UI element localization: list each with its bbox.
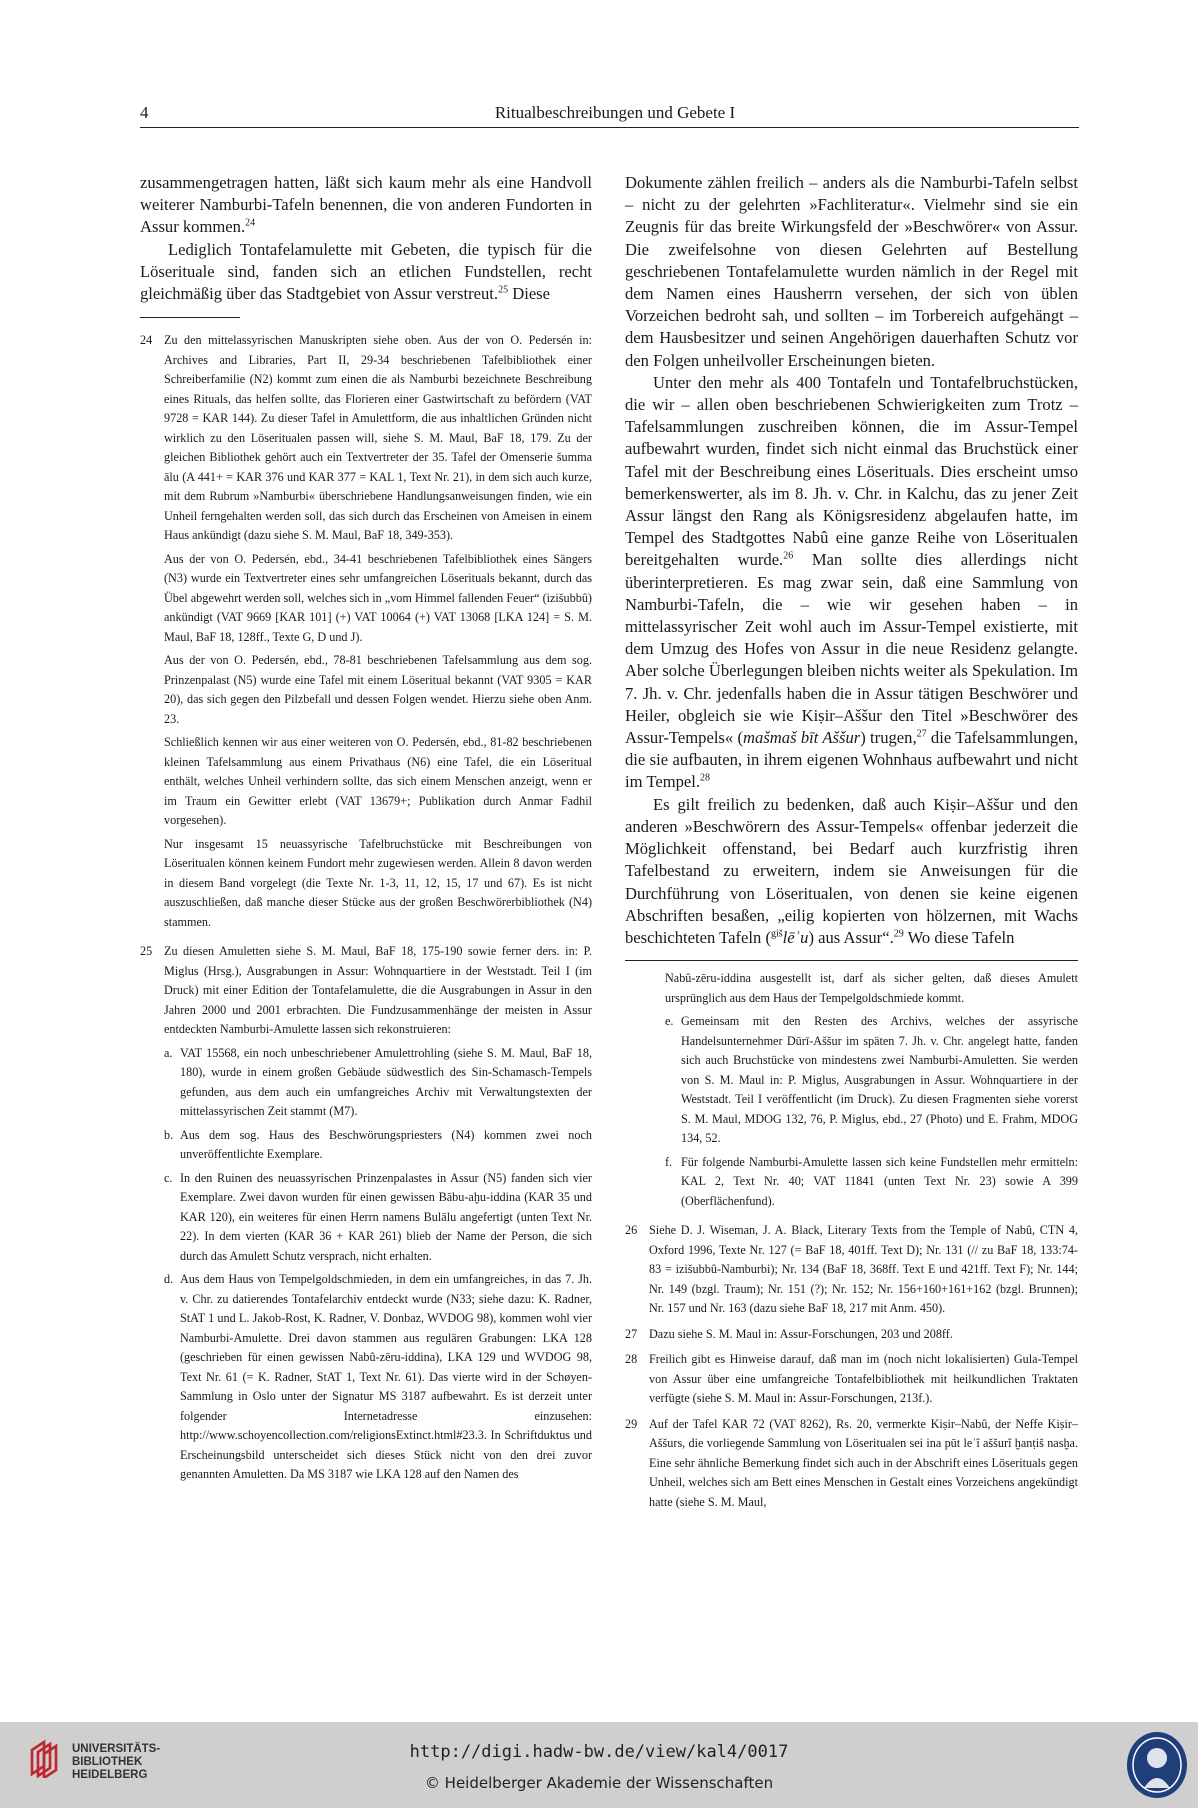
footnote-list-item: c. In den Ruinen des neuassyrischen Prinzenpalastes in Assur (N5) fanden sich vier Exemplare. Zwei davon wurden für einen gewissen Bābu-aḫu-iddina (KAR 35 und KAR 120), ein weiteres für einen Herrn namens Bulālu angefertigt (unten Text Nr. 22). In dem vierten (KAR 36 + KAR 261) blieb der Name der Person, die sich durch das Amulett Schutz versprach, nicht erhalten. (164, 1170, 592, 1263)
left-body-text (140, 172, 592, 305)
footnote-ref[interactable]: 28 (700, 772, 711, 784)
page-number: 4 (140, 103, 149, 122)
footnote-list-item: b. Aus dem sog. Haus des Beschwörungspriesters (N4) kommen zwei noch unveröffentlichte Exemplare. (164, 1127, 592, 1162)
paragraph: Unter den mehr als 400 Tontafeln und Tontafelbruchstücken, die wir – allen oben beschriebenen Schwierigkeiten zum Trotz – Tafelsammlungen zuschreiben können, die im Assur-Tempel aufbewahrt wurden, findet sich nicht einmal das Bruchstück einer Tafel mit der Beschreibung eines Löserituals. Dies erscheint umso bemerkenswerter, als im 8. Jh. v. Chr. in Kalchu, das zu jener Zeit Assur längst den Rang als Königsresidenz abgelaufen hatte, im Tempel des Stadtgottes Nabû eine ganze Reihe von Löseritualen bereitgehalten wurde.$^{26}$ Man sollte dies allerdings nicht überinterpretieren. Es mag zwar sein, daß eine Sammlung von Namburbi-Tafeln, die – wie wir gesehen haben – in mittelassyrischer Zeit wohl auch im Assur-Tempel existierte, mit dem Umzug des Hofes von Assur in die neue Residenz gelangte. Aber solche Überlegungen bleiben nichts weiter als Spekulation. Im 7. Jh. v. Chr. jedenfalls haben die in Assur tätigen Beschwörer und Heiler, obgleich sie wie Kiṣir–Aššur den Titel »Beschwörer des Assur-Tempels« (mašmaš bīt Aššur) trugen,$^{27}$ die Tafelsammlungen, die sie aufbauten, in ihrem eigenen Wohnhaus aufbewahrt und nicht im Tempel.$^{28}$ (625, 372, 1079, 792)
footnote-ref[interactable]: 26 (783, 550, 794, 562)
footnote-26: 26 Siehe D. J. Wiseman, J. A. Black, Literary Texts from the Temple of Nabû, CTN 4, Oxford 1996, Texte Nr. 127 (= BaF 18, 401ff. Text D); Nr. 131 (// zu BaF 18, 133:74-83 = izišubbû-Namburbi); Nr. 134 (BaF 18, 368ff. Text E und 421ff. Text F); Nr. 144; Nr. 149 (bzgl. Traum); Nr. 151 (?); Nr. 152; Nr. 156+160+161+162 (bzgl. Brunnen); Nr. 157 und Nr. 163 (dazu siehe BaF 18, 217 mit Anm. 450). (625, 1223, 1078, 1316)
footnote-24: 24 Zu den mittelassyrischen Manuskripten siehe oben. Aus der von O. Pedersén in: Archives and Libraries, Part II, 29-34 beschriebenen Tafelbibliothek einer Schreiberfamilie (N2) kommt zum einen die als Namburbi bezeichnete Beschreibung eines Rituals, das helfen sollte, das Florieren einer Gastwirtschaft zu befördern (VAT 9728 = KAR 144). Zu dieser Tafel in Amulettform, die aus inhaltlichen Gründen nicht wirklich zu den Löseritualen passen will, siehe S. M. Maul, BaF 18, 179. Zu der gleichen Bibliothek gehört auch ein Textvertreter der 35. Tafel der Omenserie šumma ālu (A 441+ = KAR 376 und KAR 377 = KAL 1, Text Nr. 21), in dem sich auch kurze, mit dem Rubrum »Namburbi« überschriebene Handlungsanweisungen finden, wie ein Unheil ferngehalten werden soll, das sich durch das Erscheinen von Ameisen in einem Haus ankündigt (dazu siehe S. M. Maul, BaF 18, 349-353). Aus der von O. Pedersén, ebd., 34-41 beschriebenen Tafelbibliothek eines Sängers (N3) wurde ein Textvertreter eines sehr umfangreichen Löserituals bekannt, durch das Übel abgewehrt werden soll, welches sich in „vom Himmel fallenden Feuer“ (izišubbû) ankündigt (VAT 9669 [KAR 101] (+) VAT 10064 (+) VAT 13068 [LKA 124] = S. M. Maul, BaF 18, 128ff., Texte G, D und J). Aus der von O. Pedersén, ebd., 78-81 beschriebenen Tafelsammlung aus dem sog. Prinzenpalast (N5) wurde eine Tafel mit einem Löseritual bekannt (VAT 9305 = KAR 20), das sich gegen den Pilzbefall und dessen Folgen wendet. Hierzu siehe oben Anm. 23. Schließlich kennen wir aus einer weiteren von O. Pedersén, ebd., 81-82 beschriebenen kleinen Tafelsammlung aus einem Privathaus (N6) eine Tafel, die ein Löseritual enthält, welches Unheil verhindern sollte, das sich einem Menschen anzeigt, wenn er im Traum ein Gewitter erlebt (VAT 13679+; Publikation durch Anmar Fadhil vorgesehen). Nur insgesamt 15 neuassyrische Tafelbruchstücke mit Beschreibungen von Löseritualen können keinem Fundort mehr zugewiesen werden. Allein 8 davon werden in diesem Band vorgelegt (die Texte Nr. 1-3, 11, 12, 15, 17 und 67). Es ist nicht auszuschließen, daß manche dieser Stücke aus der großen Beschwörerbibliothek (N4) stammen. (140, 333, 592, 929)
footer-bar (0, 1722, 1198, 1808)
permalink-url[interactable]: http://digi.hadw-bw.de/view/kal4/0017 (409, 1742, 789, 1762)
footnote-list-item: f. Für folgende Namburbi-Amulette lassen sich keine Fundstellen mehr ermitteln: KAL 2, Text Nr. 40; VAT 11841 (unten Text Nr. 23) sowie A 399 (Oberflächenfund). (665, 1154, 1078, 1208)
footnote-ref[interactable]: 25 (498, 284, 509, 296)
paragraph: Dokumente zählen freilich – anders als die Namburbi-Tafeln selbst – nicht zu der gelehrten »Fachliteratur«. Vielmehr sind sie ein Zeugnis für das breite Wirkungsfeld der »Beschwörer« von Assur. Die zweifelsohne von diesen Gelehrten auf Bestellung geschriebenen Tontafelamulette wurden nämlich in der Regel mit dem Namen eines Hausherrn versehen, der sich von üblen Vorzeichen bedroht sah, und sollten – im Torbereich aufgehängt – dem Hausbesitzer und seinen Angehörigen dauerhaften Schutz vor den Folgen unheilvoller Erscheinungen bieten. (625, 173, 1078, 370)
right-body-text (625, 172, 1078, 949)
copyright-text: © Heidelberger Akademie der Wissenschaften (424, 1774, 774, 1792)
footnote-ref[interactable]: 27 (916, 728, 927, 740)
academy-seal-icon[interactable] (1124, 1730, 1190, 1800)
footnote-ref[interactable]: 24 (245, 217, 256, 229)
footnote-rule (140, 317, 240, 318)
paragraph: zusammengetragen hatten, läßt sich kaum mehr als eine Handvoll weiterer Namburbi-Tafeln benennen, die von anderen Fundorten in Assur kommen.$^{24}$ (140, 173, 592, 237)
footnote-list-item: d. Aus dem Haus von Tempelgoldschmieden, in dem ein umfangreiches, in das 7. Jh. v. Chr. zu datierendes Tontafelarchiv entdeckt wurde (N33; siehe dazu: K. Radner, StAT 1 und L. Jakob-Rost, K. Radner, V. Donbaz, WVDOG 98), kommen wohl vier Namburbi-Amulette. Drei davon stammen aus regulären Grabungen: LKA 128 (geschrieben für einen gewissen Nabû-zēru-iddina), LKA 129 und WVDOG 98, Text Nr. 61 (= K. Radner, StAT 1, Text Nr. 61). Das vierte wird in der Schøyen-Sammlung in Oslo unter der Signatur MS 3187 aufbewahrt. Es ist derzeit unter folgender Internetadresse einzusehen: http://www.schoyencollection.com/religionsExtinct.html#23.3. In Schriftduktus und Erscheinungsbild unterscheidet sich dieses Stück nicht von den drei zuvor genannten Amuletten. Da MS 3187 wie LKA 128 auf den Namen des (164, 1272, 592, 1482)
paragraph: Lediglich Tontafelamulette mit Gebeten, die typisch für die Löserituale sind, fanden sich an etlichen Fundstellen, recht gleichmäßig über das Stadtgebiet von Assur verstreut.$^{25}$ Diese (140, 239, 592, 304)
header-rule (140, 127, 1079, 128)
footnote-list-item: a. VAT 15568, ein noch unbeschriebener Amulettrohling (siehe S. M. Maul, BaF 18, 180), wurde in einem großen Gebäude südwestlich des Sin-Schamasch-Tempels gefunden, aus dem auch ein umfangreiches Archiv mit Verwaltungstexten der mittelassyrischen Zeit stammt (M7). (164, 1045, 592, 1119)
left-column (140, 172, 592, 1495)
right-column (625, 172, 1078, 1518)
right-footnotes (625, 969, 1078, 1512)
footnote-ref[interactable]: 29 (893, 928, 904, 940)
running-title: Ritualbeschreibungen und Gebete I (494, 103, 736, 122)
footnote-28: 28 Freilich gibt es Hinweise darauf, daß man im (noch nicht lokalisierten) Gula-Tempel von Assur über eine umfangreiche Tontafelbibliothek mit heilkundlichen Traktaten verfügte (siehe S. M. Maul in: Assur-Forschungen, 213f.). (625, 1352, 1078, 1406)
footnote-rule (625, 960, 1078, 961)
paragraph: Es gilt freilich zu bedenken, daß auch Kiṣir–Aššur und den anderen »Beschwörern des Assur-Tempels« offenbar jederzeit die Möglichkeit offenstand, bei Bedarf auch kurzfristig ihren Tafelbestand zu erweitern, indem sie Anweisungen für die Durchführung von Löseritualen, von denen sie keine eigenen Abschriften besaßen, „eilig kopierten von hölzernen, mit Wachs beschichteten Tafeln ($^{giš}$lēʾu) aus Assur“.$^{29}$ Wo diese Tafeln (625, 794, 1078, 947)
footnote-25: 25 Zu diesen Amuletten siehe S. M. Maul, BaF 18, 175-190 sowie ferner ders. in: P. Miglus (Hrsg.), Ausgrabungen in Assur: Wohnquartiere in der Weststadt. Teil I (im Druck) mit einer Edition der Tontafelamulette, die die Ausgrabungen in Assur in den Jahren 2000 und 2001 erbrachten. Die Fundzusammenhänge der meisten in Assur entdeckten Namburbi-Amulette lassen sich rekonstruieren: a. VAT 15568, ein noch unbeschriebener Amulettrohling (siehe S. M. Maul, BaF 18, 180), wurde in einem großen Gebäude südwestlich des Sin-Schamasch-Tempels gefunden, aus dem auch ein umfangreiches Archiv mit Verwaltungstexten der mittelassyrischen Zeit stammt (M7). b. Aus dem sog. Haus des Beschwörungspriesters (N4) kommen zwei noch unveröffentlichte Exemplare. c. In den Ruinen des neuassyrischen Prinzenpalastes in Assur (N5) fanden sich vier Exemplare. Zwei davon wurden für einen gewissen Bābu-aḫu-iddina (KAR 35 und KAR 120), ein weiteres für einen Herrn namens Bulālu angefertigt (unten Text Nr. 22). In dem vierten (KAR 36 + KAR 261) blieb der Name der Person, die sich durch das Amulett Schutz versprach, nicht erhalten. d. Aus dem Haus von Tempelgoldschmieden, in dem ein umfangreiches, in das 7. Jh. v. Chr. zu datierendes Tontafelarchiv entdeckt wurde (N33; siehe dazu: K. Radner, StAT 1 und L. Jakob-Rost, K. Radner, V. Donbaz, WVDOG 98), kommen wohl vier Namburbi-Amulette. Drei davon stammen aus regulären Grabungen: LKA 128 (geschrieben für einen gewissen Nabû-zēru-iddina), LKA 129 und WVDOG 98, Text Nr. 61 (= K. Radner, StAT 1, Text Nr. 61). Das vierte wird in der Schøyen-Sammlung in Oslo unter der Signatur MS 3187 aufbewahrt. Es ist derzeit unter folgender Internetadresse einzusehen: http://www.schoyencollection.com/religionsExtinct.html#23.3. In Schriftduktus und Erscheinungsbild unterscheidet sich dieses Stück nicht von den drei zuvor genannten Amuletten. Da MS 3187 wie LKA 128 auf den Namen des (140, 942, 592, 1489)
left-footnotes (140, 331, 592, 1489)
footnote-continuation: Nabû-zēru-iddina ausgestellt ist, darf als sicher gelten, daß dieses Amulett ursprünglich aus dem Haus der Tempelgoldschmiede kommt. (665, 971, 1078, 1005)
footnote-29: 29 Auf der Tafel KAR 72 (VAT 8262), Rs. 20, vermerkte Kiṣir–Nabû, der Neffe Kiṣir–Aššurs, die vorliegende Sammlung von Löseritualen sei ina pūt leʾî aššurî ḫanṭiš nasḫa. Eine sehr ähnliche Bemerkung findet sich auch in der Abschrift eines Löserituals gegen Unheil, welches sich am Bett eines Menschen in Gestalt eines Vorzeichens angekündigt hatte (siehe S. M. Maul, (625, 1416, 1078, 1509)
footnote-list-item: e. Gemeinsam mit den Resten des Archivs, welches der assyrische Handelsunternehmer Dūrī-Aššur im späten 7. Jh. v. Chr. angelegt hatte, fanden sich auch Bruchstücke von mindestens zwei Namburbi-Amuletten. Sie werden von S. M. Maul in: P. Miglus, Ausgrabungen in Assur. Wohnquartiere in der Weststadt. Teil I veröffentlicht (im Druck). Zu diesen Fragmenten siehe vorerst S. M. Maul, MDOG 132, 76, P. Miglus, ebd., 27 (Photo) und E. Frahm, MDOG 134, 52. (665, 1014, 1078, 1146)
library-name[interactable]: UNIVERSITÄTS- BIBLIOTHEK HEIDELBERG (72, 1743, 161, 1781)
footnote-27: 27 Dazu siehe S. M. Maul in: Assur-Forschungen, 203 und 208ff. (625, 1326, 953, 1341)
